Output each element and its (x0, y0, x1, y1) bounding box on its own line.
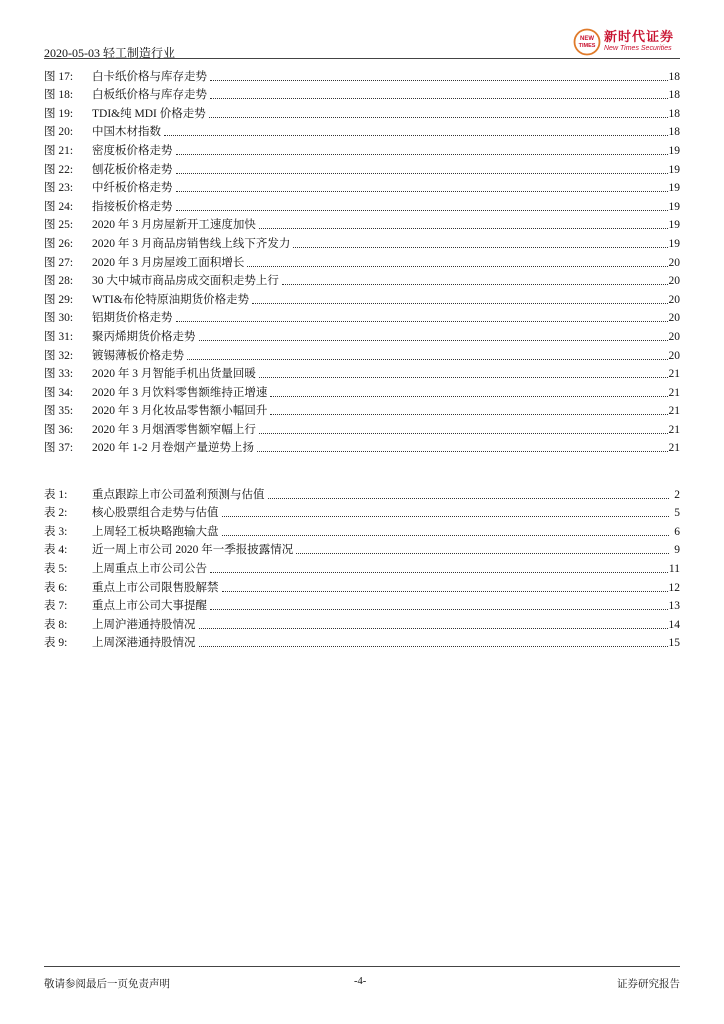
figure-index-entry[interactable] (44, 288, 680, 307)
figure-index-entry[interactable] (44, 251, 680, 270)
entry-number: 图 30: (44, 312, 74, 325)
dot-leader (222, 534, 670, 536)
dot-leader (257, 450, 668, 452)
dot-leader (296, 552, 669, 554)
entry-number: 图 31: (44, 330, 74, 343)
header-divider (44, 58, 680, 59)
company-logo (573, 24, 685, 58)
dot-leader (199, 339, 668, 341)
entry-title[interactable]: WTI&布伦特原油期货价格走势 (92, 293, 250, 306)
dot-leader (270, 413, 667, 415)
dot-leader (199, 645, 668, 647)
entry-number: 图 24: (44, 200, 74, 213)
entry-number: 表 7: (44, 600, 68, 613)
figure-index-entry[interactable] (44, 437, 680, 456)
dot-leader (259, 376, 668, 378)
entry-page-number: 19 (668, 200, 680, 213)
dot-leader (222, 590, 668, 592)
footer-disclaimer: 敬请参阅最后一页免责声明 (44, 979, 170, 990)
table-index-list (44, 483, 680, 650)
entry-number: 图 32: (44, 349, 74, 362)
table-index-entry[interactable] (44, 595, 680, 614)
figure-index-entry[interactable] (44, 363, 680, 382)
table-index-entry[interactable] (44, 613, 680, 632)
entry-title[interactable]: 重点上市公司大事提醒 (92, 600, 207, 613)
entry-page-number: 19 (668, 144, 680, 157)
entry-page-number: 20 (668, 312, 680, 325)
entry-title[interactable]: 重点上市公司限售股解禁 (92, 581, 219, 594)
entry-title[interactable]: 2020 年 3 月商品房销售线上线下齐发力 (92, 237, 291, 250)
entry-page-number: 19 (668, 237, 680, 250)
entry-title[interactable]: 2020 年 3 月房屋新开工速度加快 (92, 219, 256, 232)
svg-text:TIMES: TIMES (578, 43, 596, 49)
entry-number: 图 34: (44, 386, 74, 399)
figure-index-entry[interactable] (44, 195, 680, 214)
entry-number: 表 3: (44, 525, 68, 538)
entry-title[interactable]: 2020 年 3 月烟酒零售额窄幅上行 (92, 423, 256, 436)
entry-number: 图 36: (44, 423, 74, 436)
figure-index-entry[interactable] (44, 400, 680, 419)
entry-title[interactable]: 2020 年 1-2 月卷烟产量逆势上扬 (92, 442, 254, 455)
entry-title[interactable]: 近一周上市公司 2020 年一季报披露情况 (92, 544, 294, 557)
entry-number: 表 9: (44, 637, 68, 650)
dot-leader (164, 134, 668, 136)
entry-number: 图 26: (44, 237, 74, 250)
table-index-entry[interactable] (44, 576, 680, 595)
entry-number: 图 25: (44, 219, 74, 232)
dot-leader (259, 432, 668, 434)
entry-number: 表 5: (44, 562, 68, 575)
entry-title[interactable]: 上周深港通持股情况 (92, 637, 196, 650)
dot-leader (210, 571, 668, 573)
dot-leader (176, 209, 668, 211)
entry-page-number: 18 (668, 107, 680, 120)
entry-title[interactable]: 中纤板价格走势 (92, 182, 173, 195)
footer-divider (44, 966, 680, 967)
entry-number: 表 2: (44, 507, 68, 520)
entry-number: 图 23: (44, 182, 74, 195)
dot-leader (209, 116, 668, 118)
entry-page-number: 2 (674, 488, 680, 501)
figure-index-entry[interactable] (44, 418, 680, 437)
figure-index-entry[interactable] (44, 307, 680, 326)
svg-text:NEW: NEW (580, 36, 594, 42)
dot-leader (259, 227, 668, 229)
dot-leader (176, 190, 668, 192)
table-index-entry[interactable] (44, 483, 680, 502)
entry-page-number: 19 (668, 163, 680, 176)
figure-index-entry[interactable] (44, 84, 680, 103)
entry-title[interactable]: 2020 年 3 月化妆品零售额小幅回升 (92, 405, 268, 418)
figure-index-entry[interactable] (44, 214, 680, 233)
entry-page-number: 14 (668, 618, 680, 631)
figure-index-entry[interactable] (44, 121, 680, 140)
entry-page-number: 12 (668, 581, 680, 594)
entry-page-number: 18 (668, 126, 680, 139)
dot-leader (282, 283, 668, 285)
entry-page-number: 15 (668, 637, 680, 650)
new-times-logo-icon (573, 28, 601, 56)
header-date-industry: 2020-05-03 轻工制造行业 (44, 46, 175, 60)
figure-index-list (44, 65, 680, 455)
entry-page-number: 9 (674, 544, 680, 557)
entry-page-number: 11 (668, 562, 680, 575)
entry-title[interactable]: 2020 年 3 月房屋竣工面积增长 (92, 256, 245, 269)
footer-report-type: 证券研究报告 (617, 979, 680, 990)
dot-leader (222, 515, 670, 517)
dot-leader (176, 172, 668, 174)
dot-leader (187, 358, 668, 360)
table-index-entry[interactable] (44, 539, 680, 558)
entry-page-number: 21 (668, 405, 680, 418)
entry-number: 表 8: (44, 618, 68, 631)
entry-number: 图 17: (44, 70, 74, 83)
dot-leader (210, 97, 668, 99)
entry-number: 图 18: (44, 89, 74, 102)
entry-number: 图 19: (44, 107, 74, 120)
entry-number: 图 33: (44, 368, 74, 381)
entry-number: 图 21: (44, 144, 74, 157)
dot-leader (293, 246, 667, 248)
entry-page-number: 21 (668, 423, 680, 436)
figure-index-entry[interactable] (44, 177, 680, 196)
entry-page-number: 21 (668, 368, 680, 381)
entry-title[interactable]: 刨花板价格走势 (92, 163, 173, 176)
entry-title[interactable]: 上周重点上市公司公告 (92, 562, 207, 575)
entry-title[interactable]: 2020 年 3 月智能手机出货量回暖 (92, 368, 256, 381)
entry-title[interactable]: 2020 年 3 月饮料零售额维持正增速 (92, 386, 268, 399)
table-index-entry[interactable] (44, 557, 680, 576)
entry-page-number: 19 (668, 182, 680, 195)
logo-english-name: New Times Securities (604, 45, 672, 52)
dot-leader (199, 627, 668, 629)
figure-index-entry[interactable] (44, 381, 680, 400)
entry-number: 图 29: (44, 293, 74, 306)
entry-title[interactable]: 聚丙烯期货价格走势 (92, 330, 196, 343)
entry-title[interactable]: 30 大中城市商品房成交面积走势上行 (92, 275, 279, 288)
entry-title[interactable]: 白卡纸价格与库存走势 (92, 70, 207, 83)
table-index-entry[interactable] (44, 520, 680, 539)
entry-title[interactable]: 重点跟踪上市公司盈利预测与估值 (92, 488, 265, 501)
page-number: -4- (354, 976, 367, 987)
entry-number: 图 27: (44, 256, 74, 269)
dot-leader (176, 153, 668, 155)
entry-page-number: 20 (668, 275, 680, 288)
entry-title[interactable]: 上周轻工板块略跑输大盘 (92, 525, 219, 538)
logo-chinese-name: 新时代证券 (604, 30, 675, 45)
entry-title[interactable]: 密度板价格走势 (92, 144, 173, 157)
entry-title[interactable]: 核心股票组合走势与估值 (92, 507, 219, 520)
entry-number: 表 1: (44, 488, 68, 501)
dot-leader (268, 497, 670, 499)
figure-index-entry[interactable] (44, 344, 680, 363)
figure-index-entry[interactable] (44, 65, 680, 84)
entry-title[interactable]: 铝期货价格走势 (92, 312, 173, 325)
dot-leader (247, 265, 667, 267)
figure-index-entry[interactable] (44, 232, 680, 251)
dot-leader (210, 608, 668, 610)
entry-number: 表 4: (44, 544, 68, 557)
entry-page-number: 6 (674, 525, 680, 538)
entry-page-number: 19 (668, 219, 680, 232)
figure-index-entry[interactable] (44, 102, 680, 121)
dot-leader (270, 395, 667, 397)
table-index-entry[interactable] (44, 502, 680, 521)
entry-page-number: 18 (668, 89, 680, 102)
entry-title[interactable]: 指接板价格走势 (92, 200, 173, 213)
entry-page-number: 5 (674, 507, 680, 520)
entry-number: 表 6: (44, 581, 68, 594)
entry-number: 图 20: (44, 126, 74, 139)
entry-page-number: 13 (668, 600, 680, 613)
entry-page-number: 21 (668, 442, 680, 455)
entry-title[interactable]: 上周沪港通持股情况 (92, 618, 196, 631)
dot-leader (210, 79, 668, 81)
figure-index-entry[interactable] (44, 325, 680, 344)
figure-index-entry[interactable] (44, 270, 680, 289)
entry-page-number: 18 (668, 70, 680, 83)
entry-number: 图 37: (44, 442, 74, 455)
entry-page-number: 20 (668, 330, 680, 343)
entry-number: 图 28: (44, 275, 74, 288)
entry-number: 图 35: (44, 405, 74, 418)
entry-number: 图 22: (44, 163, 74, 176)
entry-title[interactable]: 镀锡薄板价格走势 (92, 349, 184, 362)
entry-page-number: 21 (668, 386, 680, 399)
dot-leader (252, 302, 667, 304)
entry-title[interactable]: 白板纸价格与库存走势 (92, 89, 207, 102)
entry-page-number: 20 (668, 293, 680, 306)
entry-title[interactable]: TDI&纯 MDI 价格走势 (92, 107, 206, 120)
entry-title[interactable]: 中国木材指数 (92, 126, 161, 139)
entry-page-number: 20 (668, 256, 680, 269)
figure-index-entry[interactable] (44, 139, 680, 158)
dot-leader (176, 320, 668, 322)
entry-page-number: 20 (668, 349, 680, 362)
table-index-entry[interactable] (44, 632, 680, 651)
figure-index-entry[interactable] (44, 158, 680, 177)
